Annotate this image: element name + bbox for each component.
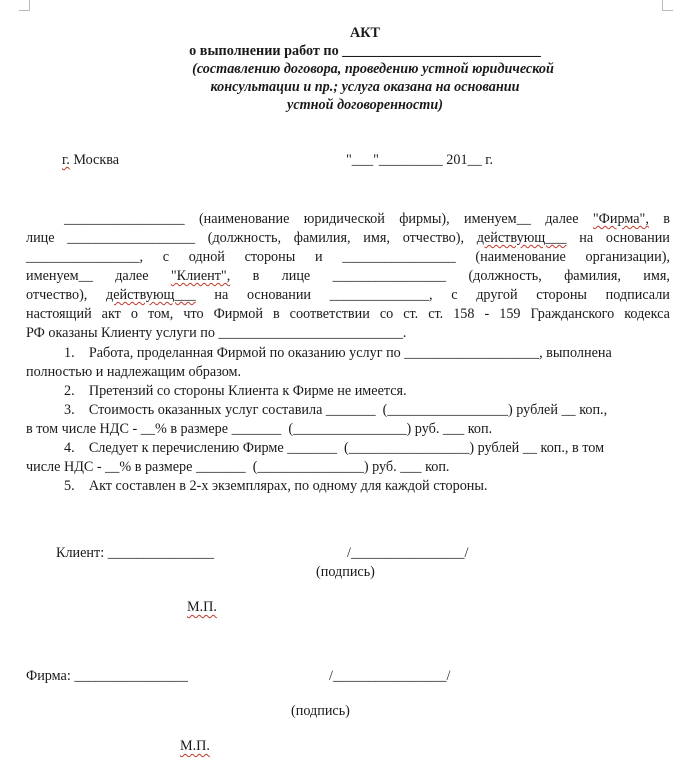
body-word: фамилия, <box>293 230 351 246</box>
firm-stamp-label: М.П. <box>180 738 210 754</box>
body-word: (наименование <box>198 211 290 227</box>
subtitle-note-line-1: (составлению договора, проведению устной юридической <box>192 61 554 77</box>
client-signature-label: Клиент: _______________ <box>56 545 215 561</box>
body-line <box>26 229 670 247</box>
client-signature-line: /________________/ <box>347 545 469 561</box>
city-line <box>62 151 119 169</box>
body-word: далее <box>115 268 149 284</box>
page-corner-mark <box>19 0 30 11</box>
body-word: другой <box>476 287 518 303</box>
body-word: ______________, <box>329 287 433 303</box>
body-word: Фирмой <box>213 306 263 322</box>
body-word: акт <box>101 306 121 322</box>
body-word: в <box>252 268 260 284</box>
body-word: о <box>130 306 138 322</box>
body-word: действующ___ <box>106 287 196 303</box>
body-word: 158 <box>453 306 475 322</box>
item-5: 5. Акт составлен в 2-х экземплярах, по одному для каждой стороны. <box>64 478 488 494</box>
client-signature-caption: (подпись) <box>316 564 375 580</box>
body-word: что <box>183 306 204 322</box>
body-line <box>26 305 670 323</box>
body-line <box>26 248 670 266</box>
body-word: именуем__ <box>26 268 93 284</box>
body-word: ст. <box>403 306 419 322</box>
page-corner-mark <box>662 0 673 11</box>
subtitle-note-line-2: консультации и пр.; услуга оказана на основании <box>210 79 520 95</box>
body-word: ________________ <box>342 249 456 265</box>
body-word: фирмы), <box>399 211 450 227</box>
item-2: 2. Претензий со стороны Клиента к Фирме не имеется. <box>64 383 407 399</box>
body-word: лице <box>26 230 55 246</box>
document-subtitle: о выполнении работ по ____________________________ <box>189 43 541 59</box>
body-word: кодекса <box>624 306 670 322</box>
body-word: - <box>484 306 490 322</box>
body-word: имя, <box>363 230 390 246</box>
body-word: (должность, <box>468 268 542 284</box>
body-word: на <box>579 230 594 246</box>
date-line: "___"_________ 201__ г. <box>346 152 494 168</box>
body-word: одной <box>188 249 225 265</box>
body-word: _________________ <box>64 211 185 227</box>
document-title: АКТ <box>350 25 380 41</box>
item-3-line-1: 3. Стоимость оказанных услуг составила _______ (_________________) рублей __ коп., <box>64 402 608 418</box>
body-word: ст. <box>428 306 444 322</box>
item-4-line-1: 4. Следует к перечислению Фирме _______ (_________________) рублей __ коп., в том <box>64 440 605 456</box>
body-word: организации), <box>585 249 670 265</box>
firm-signature-line: /________________/ <box>329 668 451 684</box>
body-word: __________________ <box>67 230 195 246</box>
body-word: стороны <box>536 287 587 303</box>
body-line <box>64 210 670 228</box>
body-word: далее <box>545 211 579 227</box>
body-word: стороны <box>244 249 296 265</box>
body-word: отчество), <box>26 287 88 303</box>
item-1-line-1: 1. Работа, проделанная Фирмой по оказанию услуг по ___________________, выполнена <box>64 345 612 361</box>
body-word: имя, <box>643 268 670 284</box>
body-word: лице <box>281 268 311 284</box>
body-word: подписали <box>605 287 670 303</box>
body-line: РФ оказаны Клиенту услуги по __________________________. <box>26 325 407 341</box>
body-word: фамилия, <box>564 268 621 284</box>
item-4-line-2: числе НДС - __% в размере _______ (_______________) руб. ___ коп. <box>26 459 450 475</box>
body-word: юридической <box>303 211 385 227</box>
body-word: настоящий <box>26 306 92 322</box>
body-word: действующ___ <box>476 230 567 246</box>
body-word: (должность, <box>207 230 282 246</box>
body-word: том, <box>147 306 174 322</box>
city-prefix: г. <box>62 152 70 168</box>
body-word: в <box>663 211 670 227</box>
body-word: в <box>272 306 280 322</box>
firm-signature-label: Фирма: ________________ <box>26 668 188 684</box>
body-word: ________________ <box>332 268 447 284</box>
body-word: отчество), <box>402 230 465 246</box>
item-3-line-2: в том числе НДС - __% в размере _______ (________________) руб. ___ коп. <box>26 421 493 437</box>
city-name: Москва <box>69 152 120 168</box>
body-word: с <box>162 249 170 265</box>
body-word: со <box>379 306 394 322</box>
body-word: и <box>314 249 323 265</box>
body-word: на <box>214 287 229 303</box>
body-word: Гражданского <box>530 306 615 322</box>
body-word: основании <box>246 287 312 303</box>
item-1-line-2: полностью и надлежащим образом. <box>26 364 242 380</box>
body-word: основании <box>605 230 670 246</box>
body-line <box>26 286 670 304</box>
body-word: именуем__ <box>464 211 531 227</box>
body-word: (наименование <box>475 249 566 265</box>
body-word: 159 <box>499 306 521 322</box>
body-word: соответствии <box>289 306 370 322</box>
body-word: "Фирма", <box>592 211 649 227</box>
body-word: "Клиент", <box>170 268 231 284</box>
body-line <box>26 267 670 285</box>
body-word: ________________, <box>26 249 144 265</box>
subtitle-note-line-3: устной договоренности) <box>287 97 443 113</box>
client-stamp-label: М.П. <box>187 599 217 615</box>
firm-signature-caption: (подпись) <box>291 703 350 719</box>
body-word: с <box>451 287 458 303</box>
